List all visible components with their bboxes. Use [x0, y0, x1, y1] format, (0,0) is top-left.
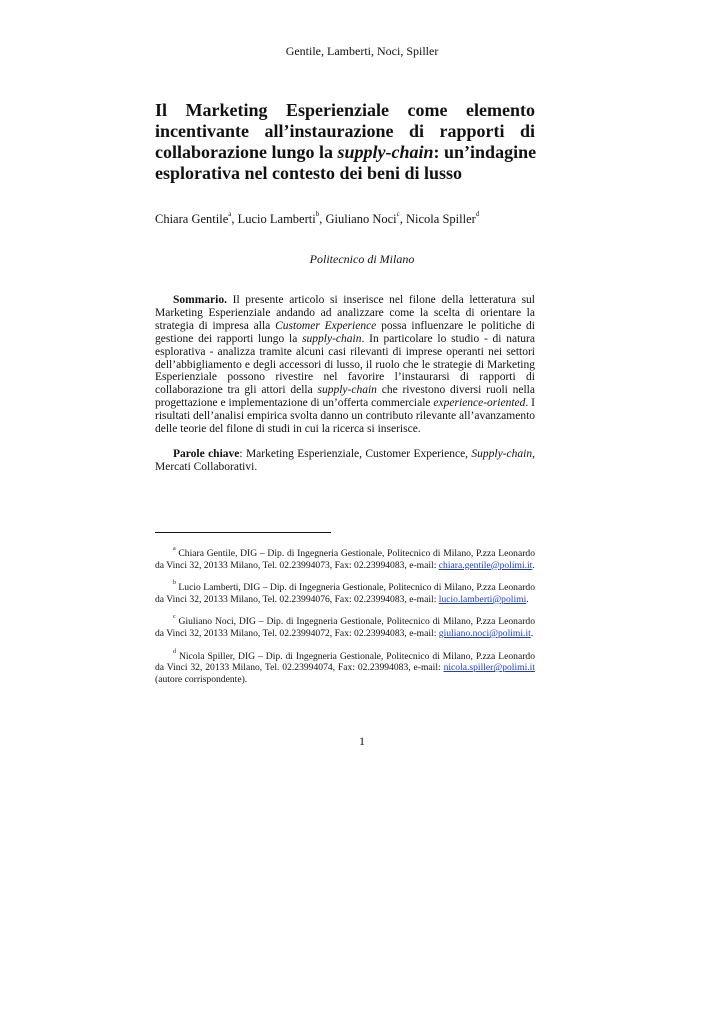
footnote	[155, 578, 535, 605]
title-line-3-start: collaborazione lungo la	[155, 142, 338, 162]
abstract-text: che rivestono diversi ruoli nella progettazione e implementazione di un’offerta commerciale	[155, 384, 535, 410]
author-name: Giuliano Noci	[325, 212, 397, 226]
footnote-tail: .	[526, 593, 529, 605]
title-line-3-end: : un’indagine	[433, 142, 537, 162]
abstract-text: . I risultati dell’analisi empirica svolta danno un contributo rilevante all’avanzamento delle teorie del filone di studi in cui la ricerca si inserisce.	[155, 397, 536, 436]
footnote-tail: .	[530, 627, 534, 639]
abstract-text: Il presente articolo si inserisce nel filone della letteratura sul Marketing Esperienziale andando ad analizzare come la scelta di orientare la strategia di impresa alla	[155, 294, 535, 332]
author-mark: d	[475, 210, 480, 218]
footnote-mark: a	[173, 546, 176, 552]
keywords-text: , Mercati Collaborativi.	[155, 448, 535, 473]
author-name: Nicola Spiller	[406, 212, 476, 226]
email-link[interactable]: chiara.gentile@polimi.it	[438, 559, 533, 571]
paper-title	[155, 100, 535, 184]
footnote-text: Giuliano Noci, DIG – Dip. di Ingegneria Gestionale, Politecnico di Milano, P.zza Leonardo da Vinci 32, 20133 Milano, Tel. 02.23994072, Fax: 02.23994083, e-mail:	[155, 616, 535, 639]
keywords-emphasis: Supply-chain	[471, 448, 533, 460]
email-link[interactable]: giuliano.noci@polimi.it	[438, 627, 531, 639]
footnote-tail: .	[532, 559, 535, 571]
author-name: Chiara Gentile	[155, 212, 229, 226]
footnote-mark: d	[173, 648, 176, 655]
title-line-3-emphasis: supply-chain	[337, 142, 434, 162]
footnote-mark: c	[173, 614, 176, 621]
author-separator: ,	[231, 212, 238, 226]
author-separator: ,	[319, 212, 326, 226]
author-mark: b	[315, 210, 320, 218]
footnote-text: Lucio Lamberti, DIG – Dip. di Ingegneria Gestionale, Politecnico di Milano, P.zza Leonardo da Vinci 32, 20133 Milano, Tel. 02.23994076, Fax: 02.23994083, e-mail:	[155, 582, 535, 605]
title-line-3	[155, 142, 535, 163]
title-line-1: Il Marketing Esperienziale come elemento	[155, 100, 535, 120]
title-line-2: incentivante all’instaurazione di rapporti di	[155, 121, 535, 141]
email-link[interactable]: nicola.spiller@polimi.it	[443, 662, 535, 674]
keywords-label: Parole chiave	[173, 448, 240, 460]
author-separator: ,	[399, 212, 406, 226]
author-name: Lucio Lamberti	[237, 212, 316, 226]
email-link[interactable]: lucio.lamberti@polimi	[438, 593, 527, 605]
keywords	[155, 448, 535, 474]
affiliation: Politecnico di Milano	[309, 252, 415, 266]
running-head: Gentile, Lamberti, Noci, Spiller	[285, 44, 439, 58]
abstract	[155, 294, 535, 436]
keywords-text: : Marketing Esperienziale, Customer Experience,	[239, 448, 472, 460]
footnote-text: Chiara Gentile, DIG – Dip. di Ingegneria Gestionale, Politecnico di Milano, P.zza Leonardo da Vinci 32, 20133 Milano, Tel. 02.23994073, Fax: 02.23994083, e-mail:	[155, 548, 535, 571]
title-line-4: esplorativa nel contesto dei beni di lusso	[155, 163, 463, 183]
author-mark: c	[396, 210, 400, 218]
footnote	[155, 544, 535, 571]
footnote-mark: b	[173, 580, 176, 587]
footnote	[155, 612, 535, 639]
footnote-text: Nicola Spiller, DIG – Dip. di Ingegneria Gestionale, Politecnico di Milano, P.zza Leonardo da Vinci 32, 20133 Milano, Tel. 02.23994074, Fax: 02.23994083, e-mail:	[155, 650, 535, 674]
footnote	[155, 647, 535, 686]
footnote-tail: (autore corrispondente).	[155, 673, 248, 685]
abstract-emphasis: experience-oriented	[433, 397, 526, 410]
footnotes	[155, 544, 535, 692]
footnote-divider	[155, 532, 331, 533]
abstract-emphasis: supply-chain	[302, 332, 362, 345]
abstract-emphasis: supply-chain	[317, 384, 377, 397]
abstract-label: Sommario.	[173, 294, 227, 306]
author-mark: a	[228, 210, 232, 218]
abstract-text: possa influenzare le politiche di gestione dei rapporti lungo la	[155, 319, 535, 345]
page-number: 1	[359, 734, 365, 748]
abstract-emphasis: Customer Experience	[275, 319, 377, 332]
author-list	[155, 210, 535, 227]
abstract-text: . In particolare lo studio - di natura esplorativa - analizza tramite alcuni casi rilevanti di imprese operanti nei settori dell’abbigliamento e degli accessori di lusso, il ruolo che le strategie di Marketing Esperienziale possono rivestire nel favorire l’instaurarsi di rapporti di collaborazione tra gli attori della	[155, 332, 535, 397]
